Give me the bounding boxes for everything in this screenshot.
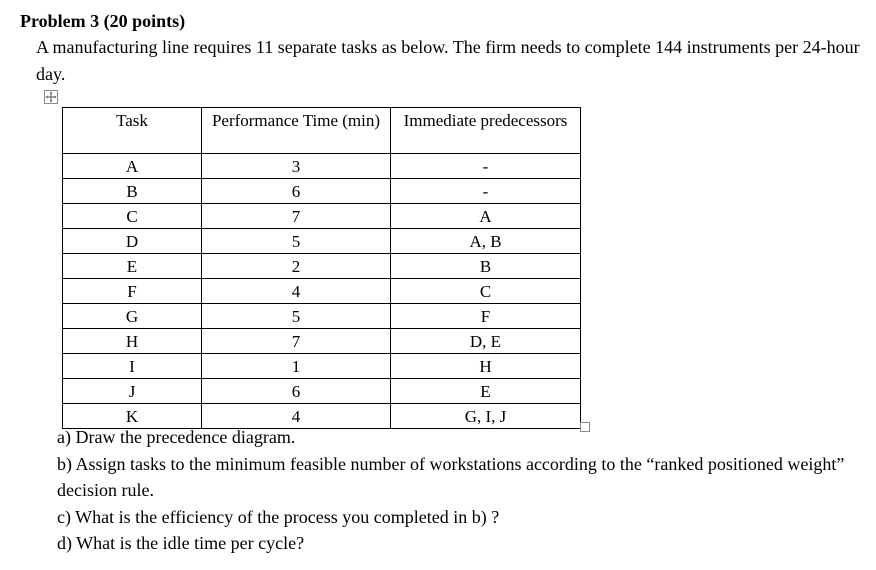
task-cell: J (63, 379, 202, 404)
predecessor-cell: C (391, 279, 581, 304)
predecessor-cell: D, E (391, 329, 581, 354)
task-cell: G (63, 304, 202, 329)
predecessor-cell: F (391, 304, 581, 329)
time-cell: 4 (202, 279, 391, 304)
task-cell: D (63, 229, 202, 254)
time-cell: 7 (202, 329, 391, 354)
question-c: c) What is the efficiency of the process you completed in b) ? (57, 506, 500, 527)
table-header-row (63, 108, 581, 154)
task-cell: B (63, 179, 202, 204)
table-row (63, 354, 581, 379)
task-cell: K (63, 404, 202, 429)
question-b: b) Assign tasks to the minimum feasible number of workstations according to the “ranked positioned weight” decision rule. (57, 453, 845, 500)
predecessor-cell: E (391, 379, 581, 404)
task-cell: E (63, 254, 202, 279)
problem-intro: A manufacturing line requires 11 separate tasks as below. The firm needs to complete 144 instruments per 24-hour day. (36, 37, 860, 84)
table-move-handle-icon[interactable] (44, 90, 58, 104)
header-immediate-predecessors: Immediate predecessors (391, 108, 581, 154)
table-row (63, 204, 581, 229)
task-cell: H (63, 329, 202, 354)
table-row (63, 154, 581, 179)
time-cell: 5 (202, 304, 391, 329)
predecessor-cell: - (391, 154, 581, 179)
task-cell: I (63, 354, 202, 379)
task-table (62, 107, 581, 429)
table-row (63, 254, 581, 279)
table-row (63, 304, 581, 329)
question-d: d) What is the idle time per cycle? (57, 533, 305, 553)
task-cell: F (63, 279, 202, 304)
predecessor-cell: - (391, 179, 581, 204)
table-row (63, 379, 581, 404)
time-cell: 5 (202, 229, 391, 254)
table-row (63, 229, 581, 254)
time-cell: 6 (202, 179, 391, 204)
table-row (63, 179, 581, 204)
header-task: Task (63, 108, 202, 154)
time-cell: 1 (202, 354, 391, 379)
header-performance-time: Performance Time (min) (202, 108, 391, 154)
task-cell: C (63, 204, 202, 229)
predecessor-cell: A (391, 204, 581, 229)
predecessor-cell: G, I, J (391, 404, 581, 429)
question-list (57, 424, 872, 557)
time-cell: 2 (202, 254, 391, 279)
time-cell: 4 (202, 404, 391, 429)
question-a: a) Draw the precedence diagram. (57, 427, 296, 447)
predecessor-cell: B (391, 254, 581, 279)
predecessor-cell: H (391, 354, 581, 379)
predecessor-cell: A, B (391, 229, 581, 254)
time-cell: 7 (202, 204, 391, 229)
time-cell: 6 (202, 379, 391, 404)
time-cell: 3 (202, 154, 391, 179)
table-row (63, 279, 581, 304)
table-row (63, 329, 581, 354)
task-cell: A (63, 154, 202, 179)
problem-title: Problem 3 (20 points) (20, 11, 186, 31)
